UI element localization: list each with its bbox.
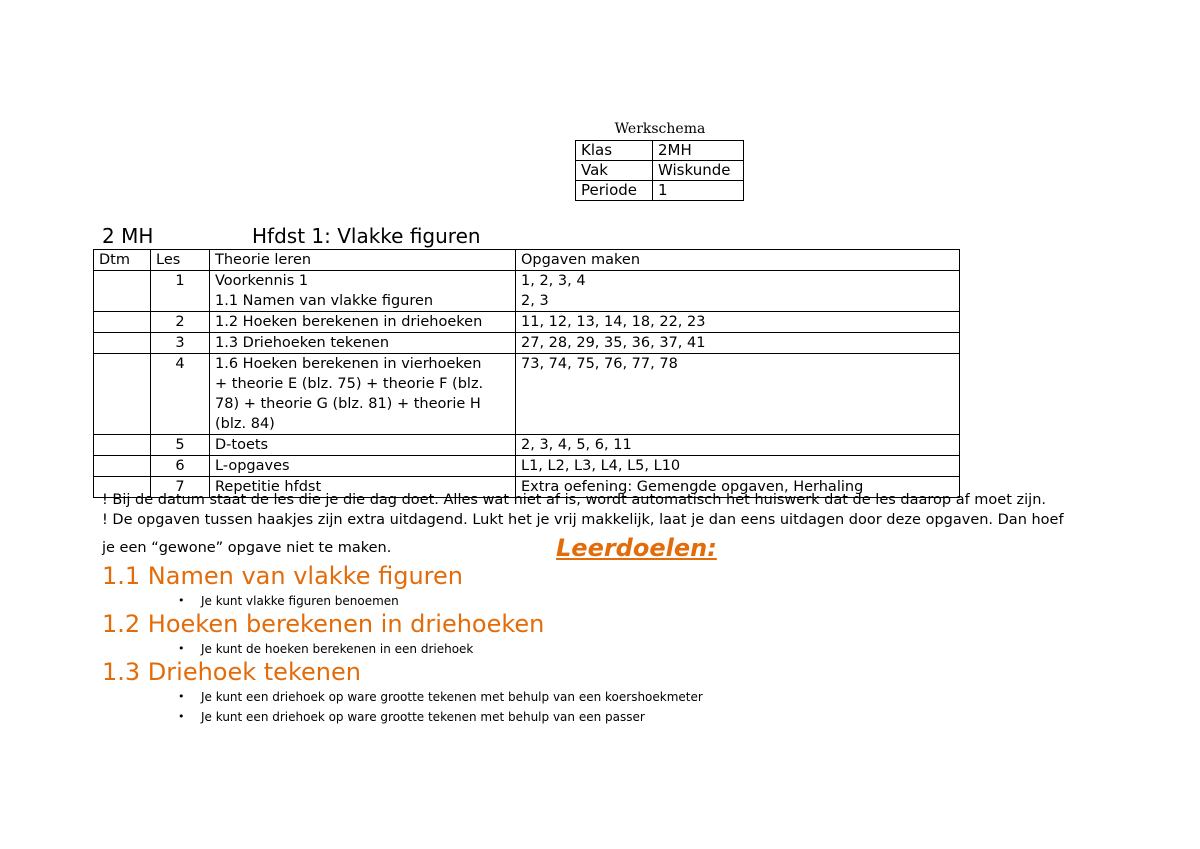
werkschema-row-klas — [576, 141, 744, 161]
goal-item: Je kunt een driehoek op ware grootte tekenen met behulp van een koershoekmeter — [201, 690, 703, 704]
dtm-cell — [94, 456, 151, 477]
bullet-icon: • — [178, 594, 185, 607]
theorie-cell: 1.3 Driehoeken tekenen — [210, 333, 516, 354]
header-les: Les — [151, 250, 210, 271]
theorie-cell — [210, 271, 516, 312]
header-theorie: Theorie leren — [210, 250, 516, 271]
opgaven-line: 1, 2, 3, 4 — [521, 273, 586, 289]
les-cell: 2 — [151, 312, 210, 333]
opgaven-cell — [516, 271, 960, 312]
werkschema-value: 1 — [653, 181, 744, 201]
header-dtm: Dtm — [94, 250, 151, 271]
theorie-cell — [210, 354, 516, 435]
note-line: je een “gewone” opgave niet te maken. — [102, 540, 392, 556]
theorie-cell: L-opgaves — [210, 456, 516, 477]
table-row — [94, 271, 960, 312]
leerdoelen-title: Leerdoelen: — [556, 534, 717, 562]
dtm-cell — [94, 435, 151, 456]
werkschema-label: Klas — [576, 141, 653, 161]
section-title: 1.2 Hoeken berekenen in driehoeken — [102, 610, 545, 638]
theorie-line: 1.1 Namen van vlakke figuren — [215, 293, 434, 309]
werkschema-caption: Werkschema — [614, 121, 706, 137]
goal-item: Je kunt een driehoek op ware grootte tekenen met behulp van een passer — [201, 710, 645, 724]
theorie-cell: D-toets — [210, 435, 516, 456]
theorie-cell: Repetitie hfdst — [210, 477, 516, 498]
section-title: 1.1 Namen van vlakke figuren — [102, 562, 463, 590]
opgaven-cell: L1, L2, L3, L4, L5, L10 — [516, 456, 960, 477]
schedule-header-row — [94, 250, 960, 271]
theorie-cell: 1.2 Hoeken berekenen in driehoeken — [210, 312, 516, 333]
theorie-line: Voorkennis 1 — [215, 273, 309, 289]
werkschema-value: 2MH — [653, 141, 744, 161]
goal-item: Je kunt vlakke figuren benoemen — [201, 594, 399, 608]
les-cell: 7 — [151, 477, 210, 498]
opgaven-cell: 11, 12, 13, 14, 18, 22, 23 — [516, 312, 960, 333]
werkschema-table — [575, 140, 744, 201]
bullet-icon: • — [178, 690, 185, 703]
werkschema-value: Wiskunde — [653, 161, 744, 181]
opgaven-cell: 27, 28, 29, 35, 36, 37, 41 — [516, 333, 960, 354]
dtm-cell — [94, 312, 151, 333]
header-opgaven: Opgaven maken — [516, 250, 960, 271]
werkschema-row-periode — [576, 181, 744, 201]
theorie-line: (blz. 84) — [215, 416, 275, 432]
theorie-line: 78) + theorie G (blz. 81) + theorie H — [215, 396, 481, 412]
werkschema-label: Vak — [576, 161, 653, 181]
werkschema-row-vak — [576, 161, 744, 181]
theorie-line: 1.6 Hoeken berekenen in vierhoeken — [215, 356, 482, 372]
table-row — [94, 354, 960, 435]
table-row — [94, 333, 960, 354]
section-title: 1.3 Driehoek tekenen — [102, 658, 361, 686]
opgaven-cell: Extra oefening: Gemengde opgaven, Herhaling — [516, 477, 960, 498]
opgaven-line: 2, 3 — [521, 293, 549, 309]
table-row — [94, 456, 960, 477]
bullet-icon: • — [178, 710, 185, 723]
opgaven-cell: 73, 74, 75, 76, 77, 78 — [516, 354, 960, 435]
note-line: ! De opgaven tussen haakjes zijn extra uitdagend. Lukt het je vrij makkelijk, laat je dan eens uitdagen door deze opgaven. Dan hoef — [102, 512, 1064, 528]
dtm-cell — [94, 271, 151, 312]
goal-item: Je kunt de hoeken berekenen in een driehoek — [201, 642, 474, 656]
werkschema-label: Periode — [576, 181, 653, 201]
table-row — [94, 435, 960, 456]
les-cell: 3 — [151, 333, 210, 354]
dtm-cell — [94, 333, 151, 354]
les-cell: 4 — [151, 354, 210, 435]
dtm-cell — [94, 354, 151, 435]
les-cell: 5 — [151, 435, 210, 456]
table-row — [94, 312, 960, 333]
class-heading: 2 MH — [102, 224, 154, 248]
chapter-heading: Hfdst 1: Vlakke figuren — [252, 224, 481, 248]
les-cell: 6 — [151, 456, 210, 477]
schedule-table — [93, 249, 960, 498]
bullet-icon: • — [178, 642, 185, 655]
note-line: ! Bij de datum staat de les die je die dag doet. Alles wat niet af is, wordt automatisch het huiswerk dat de les daarop af moet zijn. — [102, 492, 1046, 508]
opgaven-cell: 2, 3, 4, 5, 6, 11 — [516, 435, 960, 456]
les-cell: 1 — [151, 271, 210, 312]
theorie-line: + theorie E (blz. 75) + theorie F (blz. — [215, 376, 484, 392]
